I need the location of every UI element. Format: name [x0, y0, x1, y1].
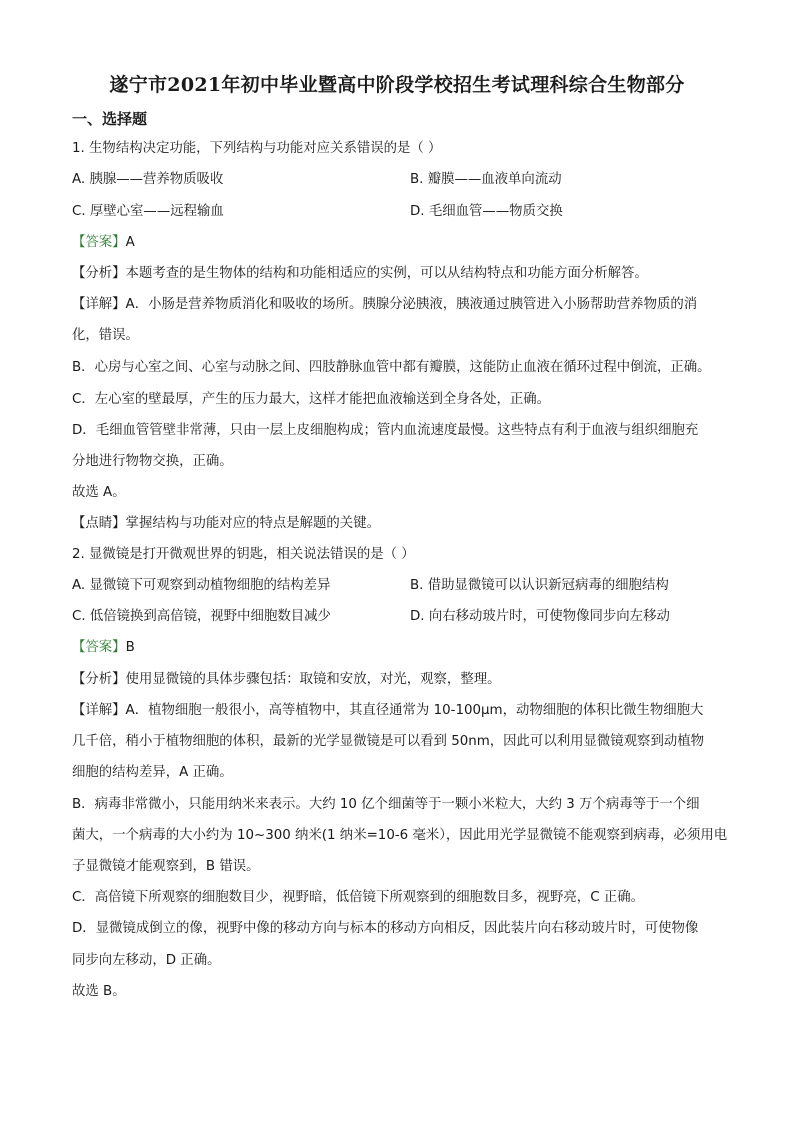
q2-detail-line: D．显微镜成倒立的像，视野中像的移动方向与标本的移动方向相反，因此装片向右移动玻片时，可使物像 [72, 921, 699, 936]
q1-conclusion: 故选 A。 [72, 485, 126, 500]
q1-option-b: B. 瓣膜——血液单向流动 [410, 172, 562, 187]
question-2-stem: 2. 显微镜是打开微观世界的钥匙，相关说法错误的是（ ） [72, 547, 415, 562]
q2-detail-line: 同步向左移动，D 正确。 [72, 953, 221, 968]
answer-tag: 【答案】 [72, 640, 126, 655]
q2-option-b: B. 借助显微镜可以认识新冠病毒的细胞结构 [410, 578, 669, 593]
q2-option-d: D. 向右移动玻片时，可使物像同步向左移动 [410, 609, 670, 624]
answer-value: B [125, 640, 135, 655]
q2-detail-line: C．高倍镜下所观察的细胞数目少，视野暗，低倍镜下所观察到的细胞数目多，视野亮，C 正确。 [72, 890, 644, 905]
answer-tag: 【答案】 [72, 235, 126, 250]
q2-option-a: A. 显微镜下可观察到动植物细胞的结构差异 [72, 578, 331, 593]
q1-option-d: D. 毛细血管——物质交换 [410, 204, 563, 219]
q2-detail-line: 几千倍，稍小于植物细胞的体积，最新的光学显微镜是可以看到 50nm，因此可以利用显微镜观察到动植物 [72, 734, 705, 749]
page-title: 遂宁市2021年初中毕业暨高中阶段学校招生考试理科综合生物部分 [109, 74, 685, 96]
q1-option-a: A. 胰腺——营养物质吸收 [72, 172, 224, 187]
q2-detail-line: 子显微镜才能观察到，B 错误。 [72, 859, 260, 874]
answer-value: A [125, 235, 135, 250]
q1-detail-line: 分地进行物物交换，正确。 [72, 454, 233, 469]
q2-detail-line: B．病毒非常微小，只能用纳米来表示。大约 10 亿个细菌等于一颗小米粒大，大约 3 万个病毒等于一个细 [72, 797, 700, 812]
q1-analysis: 【分析】本题考查的是生物体的结构和功能相适应的实例，可以从结构特点和功能方面分析解答。 [72, 266, 648, 281]
q1-detail-line: C．左心室的壁最厚，产生的压力最大，这样才能把血液输送到全身各处，正确。 [72, 392, 551, 407]
section-heading: 一、选择题 [72, 110, 148, 128]
q2-conclusion: 故选 B。 [72, 984, 126, 999]
q2-detail-line: 细胞的结构差异，A 正确。 [72, 765, 233, 780]
q1-answer [72, 233, 727, 253]
question-1-stem: 1. 生物结构决定功能，下列结构与功能对应关系错误的是（ ） [72, 141, 442, 156]
q1-point: 【点睛】掌握结构与功能对应的特点是解题的关键。 [72, 516, 380, 531]
q1-detail-line: 化，错误。 [72, 328, 139, 343]
q1-detail-line: 【详解】A．小肠是营养物质消化和吸收的场所。胰腺分泌胰液，胰液通过胰管进入小肠帮助营养物质的消 [72, 297, 698, 312]
q1-detail-line: D．毛细血管管壁非常薄，只由一层上皮细胞构成；管内血流速度最慢。这些特点有利于血液与组织细胞充 [72, 423, 699, 438]
q2-detail-line: 【详解】A．植物细胞一般很小，高等植物中，其直径通常为 10-100μm，动物细胞的体积比微生物细胞大 [72, 703, 704, 718]
q2-option-c: C. 低倍镜换到高倍镜，视野中细胞数目减少 [72, 609, 331, 624]
q1-detail-line: B．心房与心室之间、心室与动脉之间、四肢静脉血管中都有瓣膜，这能防止血液在循环过程中倒流，正确。 [72, 360, 711, 375]
q2-analysis: 【分析】使用显微镜的具体步骤包括：取镜和安放，对光，观察，整理。 [72, 672, 501, 687]
q2-detail-line: 菌大，一个病毒的大小约为 10~300 纳米(1 纳米=10-6 毫米），因此用光学显微镜不能观察到病毒，必须用电 [72, 828, 728, 843]
q1-option-c: C. 厚壁心室——远程输血 [72, 204, 224, 219]
q2-answer [72, 638, 727, 658]
